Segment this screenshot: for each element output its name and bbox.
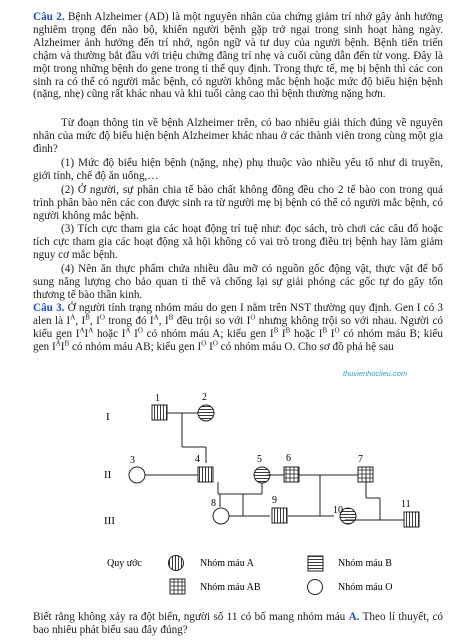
pedigree-chart [0, 380, 460, 540]
q3-label: Câu 3. [33, 302, 65, 314]
pedigree-number-10: 10 [333, 505, 343, 516]
pedigree-individual-4 [198, 467, 213, 482]
q2-text1: Bệnh Alzheimer (AD) là một nguyên nhân của chứng giảm trí nhớ gây ảnh hưởng nghiêm trọng đến não bộ, khiến người bệnh gặp trở ngại trong sinh hoạt hàng ngày. Alzheimer ảnh hưởng đến trí nhớ, ngôn ngữ và tư duy của người bệnh. Bệnh tiến triển chậm và thường bắt đầu với triệu chứng đãng trí nhẹ và cuối cùng dẫn đến từ vong. Đây là một trong những bệnh do gene trong tỉ thể quy định. Trong thực tế, mẹ bị bệnh thì các con sinh ra có thể có người mắc bệnh, có người không mắc bệnh hoặc mức độ biểu hiện bệnh (nặng, nhẹ) cũng rất khác nhau và khi tuổi càng cao thì bệnh thường nặng hơn. [33, 11, 443, 101]
q2-statement-3: (3) Tích cực tham gia các hoạt động trí tuệ như: đọc sách, trò chơi các câu đố hoặc tích cực tham gia các hoạt động xã hội không có vai trò trong điều trị bệnh hay làm giảm nguy cơ mắc bệnh. [33, 223, 443, 261]
pedigree-number-6: 6 [286, 453, 291, 464]
pedigree-individual-3 [129, 467, 145, 483]
legend-title: Quy ước [107, 558, 142, 569]
q2-label: Câu 2. [33, 11, 65, 23]
pedigree-individual-11 [404, 512, 419, 527]
q2-statement-2: (2) Ở người, sự phân chia tế bào chất không đồng đều cho 2 tế bào con trong quá trình phân bào nên các con được sinh ra từ người mẹ bị bệnh có thể có người mắc bệnh, có người không mắc bệnh. [33, 184, 443, 222]
pedigree-individual-2 [198, 405, 214, 421]
q2-statement-4: (4) Nên ăn thực phẩm chứa nhiều dầu mỡ có nguồn gốc động vật, thực vật để bổ sung năng lượng cho bảo quan tỉ thể và chống lại sự giải phóng các gốc tự do gây tổn thương tế bào thần kinh. [33, 263, 443, 301]
legend-symbol-ab [170, 579, 185, 594]
q2-question: Từ đoạn thông tin về bệnh Alzheimer trên, có bao nhiêu giải thích đúng về nguyên nhân của mức độ biểu hiện bệnh Alzheimer khác nhau ở các thành viên trong cùng một gia đình? [33, 117, 443, 155]
legend-label-o: Nhóm máu O [338, 582, 393, 593]
q3-intro: Câu 3. Ở người tính trạng nhóm máu do gen I nằm trên NST thường quy định. Gen I có 3 alen là $I^A$, $I^B$, $I^O$ trong đó $I^A$, $I^B$ đều trội so với $I^O$ nhưng không trội so với nhau. Người có kiểu gen $I^AI^A$ hoặc $I^A$ $I^O$ có nhóm máu A; kiểu gen $I^B$ $I^B$ hoặc $I^B$ $I^O$ có nhóm máu B; kiểu gen $I^AI^B$ có nhóm máu AB; kiểu gen $I^O$ $I^O$ có nhóm máu O. Cho sơ đồ phả hệ sau [33, 302, 444, 353]
legend-symbol-o [308, 580, 323, 595]
pedigree-individual-5 [254, 467, 270, 483]
legend-label-ab: Nhóm máu AB [200, 582, 261, 593]
pedigree-number-4: 4 [195, 454, 200, 465]
pedigree-number-8: 8 [211, 498, 216, 509]
pedigree-number-11: 11 [401, 499, 411, 510]
gen-label-II: II [104, 469, 112, 481]
legend-symbol-b [308, 556, 323, 571]
pedigree-individual-8 [213, 508, 229, 524]
q2-statement-1: (1) Mức độ biểu hiện bệnh (nặng, nhẹ) phụ thuộc vào nhiều yếu tố như di truyền, giới tính, chế độ ăn uống,… [33, 157, 443, 182]
pedigree-individual-7 [358, 467, 373, 482]
gen-label-III: III [104, 515, 115, 527]
watermark-text: thuvienhoclieu.com [343, 369, 408, 378]
legend-label-b: Nhóm máu B [338, 558, 392, 569]
legend-symbol-a [169, 556, 184, 571]
pedigree-number-7: 7 [358, 454, 363, 465]
pedigree-number-2: 2 [202, 392, 207, 403]
pedigree-number-5: 5 [257, 454, 262, 465]
legend-label-a: Nhóm máu A [200, 558, 254, 569]
pedigree-legend [0, 550, 460, 600]
pedigree-number-3: 3 [130, 455, 135, 466]
pedigree-individual-1 [152, 405, 167, 420]
q2-intro [33, 11, 443, 101]
final-question: Biết rằng không xảy ra đột biến, người số 11 có bố mang nhóm máu A. Theo lí thuyết, có bao nhiêu phát biểu sau đây đúng? [33, 611, 443, 636]
pedigree-number-1: 1 [155, 393, 160, 404]
pedigree-individual-6 [284, 467, 299, 482]
pedigree-number-9: 9 [272, 495, 277, 506]
gen-label-I: I [106, 411, 110, 423]
pedigree-individual-9 [272, 508, 287, 523]
